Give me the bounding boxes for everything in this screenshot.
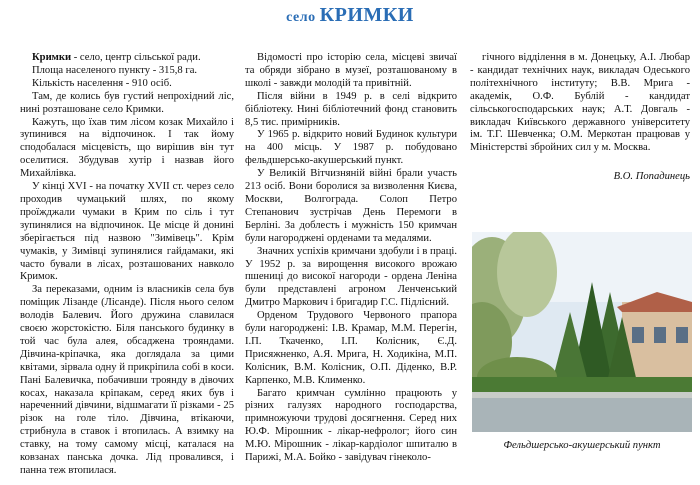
paragraph: Багато кримчан сумлінно працюють у різних галузях народного господарства, примножуючи трудові досягнення. Серед них Ю.Ф. Мірошник - лікар-нефролог; його син М.Ю. Мірошник - лікар-кардіолог шпиталю в Парижі, М.А. Бойко - завідувач гінеколо-: [245, 387, 457, 464]
paragraph: Кажуть, що їхав тим лісом козак Михайло і зупинився на відпочинок. І так йому сподобалася місцевість, що вирішив він тут оселитися. Збудував хутір і назвав його Михайлівка.: [20, 116, 234, 180]
title-prefix: село: [286, 10, 316, 25]
paragraph: Орденом Трудового Червоного прапора були нагороджені: І.В. Крамар, М.М. Перегін, І.П. Ткаченко, І.П. Колісник, Є.Д. Присяжненко, А.Я. Мрига, Н. Ходикіна, М.П. Колісник, В.М. Колісник, О.П. Діденко, В.Р. Карпенко, М.В. Клименко.: [245, 310, 457, 386]
author-signature: В.О. Попадинець: [613, 171, 690, 183]
text-column-1: [20, 52, 234, 478]
page-title: [0, 4, 700, 27]
photo-medical-station: [472, 232, 692, 432]
paragraph: У кінці XVI - на початку XVII ст. через село проходив чумацький шлях, по якому проїжджали чумаки в Крим по сіль і тут зупинялися на відпочинок. Це місце й донині зберігається під назвою "Зимівець". Крім чумаків, у Зимівці зупинялися гайдамаки, які часто бували в лісах, розташованих навколо Кримок.: [20, 181, 234, 283]
paragraph: Там, де колись був густий непрохідний ліс, нині розташоване село Кримки.: [20, 90, 234, 115]
lead-paragraph: [20, 52, 234, 65]
title-village-name: КРИМКИ: [319, 4, 414, 26]
paragraph: Значних успіхів кримчани здобули і в праці. У 1952 р. за вирощення високого врожаю пшениці до високої нагороди - ордена Леніна були представлені агроном Ленченський Дмитро Маркович і бригадир Г.С. Підлісний.: [245, 245, 457, 309]
text-column-3: [470, 52, 690, 184]
photo-caption: Фельдшерсько-акушерський пункт: [503, 440, 661, 451]
paragraph: За переказами, одним із власників села був поміщик Лізанде (Лісанде). Після нього селом володів Балевич. Його дружина славилася своєю жорстокістю. Біля панського будинку в той час була алея, обсаджена трояндами. Дівчина-кріпачка, яка доглядала за цими квітами, зірвала одну й прикріпила собі в коси. Пані Балевичка, побачивши троянду в дівочих косах, наказала кріпакам, серед яких був і нареченний дівчини, відшмагати її різками - 25 різок на голе тіло. Дівчина, втікаючи, стрибнула в ставок і втопилась. А взимку на ставку, на тому самому місці, каталася на ковзанах панська дочка. Лід провалився, і панна теж втопилася.: [20, 284, 234, 476]
population-paragraph: Кількість населення - 910 осіб.: [32, 77, 172, 89]
area-paragraph: Площа населеного пункту - 315,8 га.: [32, 64, 198, 76]
text-column-2: [245, 52, 457, 465]
paragraph: У 1965 р. відкрито новий Будинок культури на 400 місць. У 1987 р. побудовано фельдшерсько-акушерський пункт.: [245, 129, 457, 167]
paragraph: У Великій Вітчизняній війні брали участь 213 осіб. Вони боролися за визволення Києва, Москви, Волгограда. Солоп Петро Степанович зустрічав День Перемоги в Берліні. За доблесть і мужність 150 кримчан були нагороджені орденами та медалями.: [245, 168, 457, 244]
lead-village-name: Кримки: [32, 52, 72, 63]
photo-illustration: [472, 232, 692, 432]
paragraph: Відомості про історію села, місцеві звичаї та обряди зібрано в музеї, розташованому в школі - завжди молодій та привітній.: [245, 52, 457, 89]
paragraph: Після війни в 1949 р. в селі відкрито бібліотеку. Нині бібліотечний фонд становить 8,5 тис. примірників.: [245, 90, 457, 128]
paragraph: гічного відділення в м. Донецьку, А.І. Любар - кандидат технічних наук, викладач Одеського політехнічного інституту; В.В. Мрига - академік, О.Ф. Бублій - кандидат сільськогосподарських наук; А.Т. Довгаль - викладач Київського державного університету ім. Т.Г. Шевченка; О.М. Меркотан працював у Міністерстві збройних сил у м. Москва.: [470, 52, 690, 154]
lead-text: - село, центр сільської ради.: [71, 52, 201, 63]
